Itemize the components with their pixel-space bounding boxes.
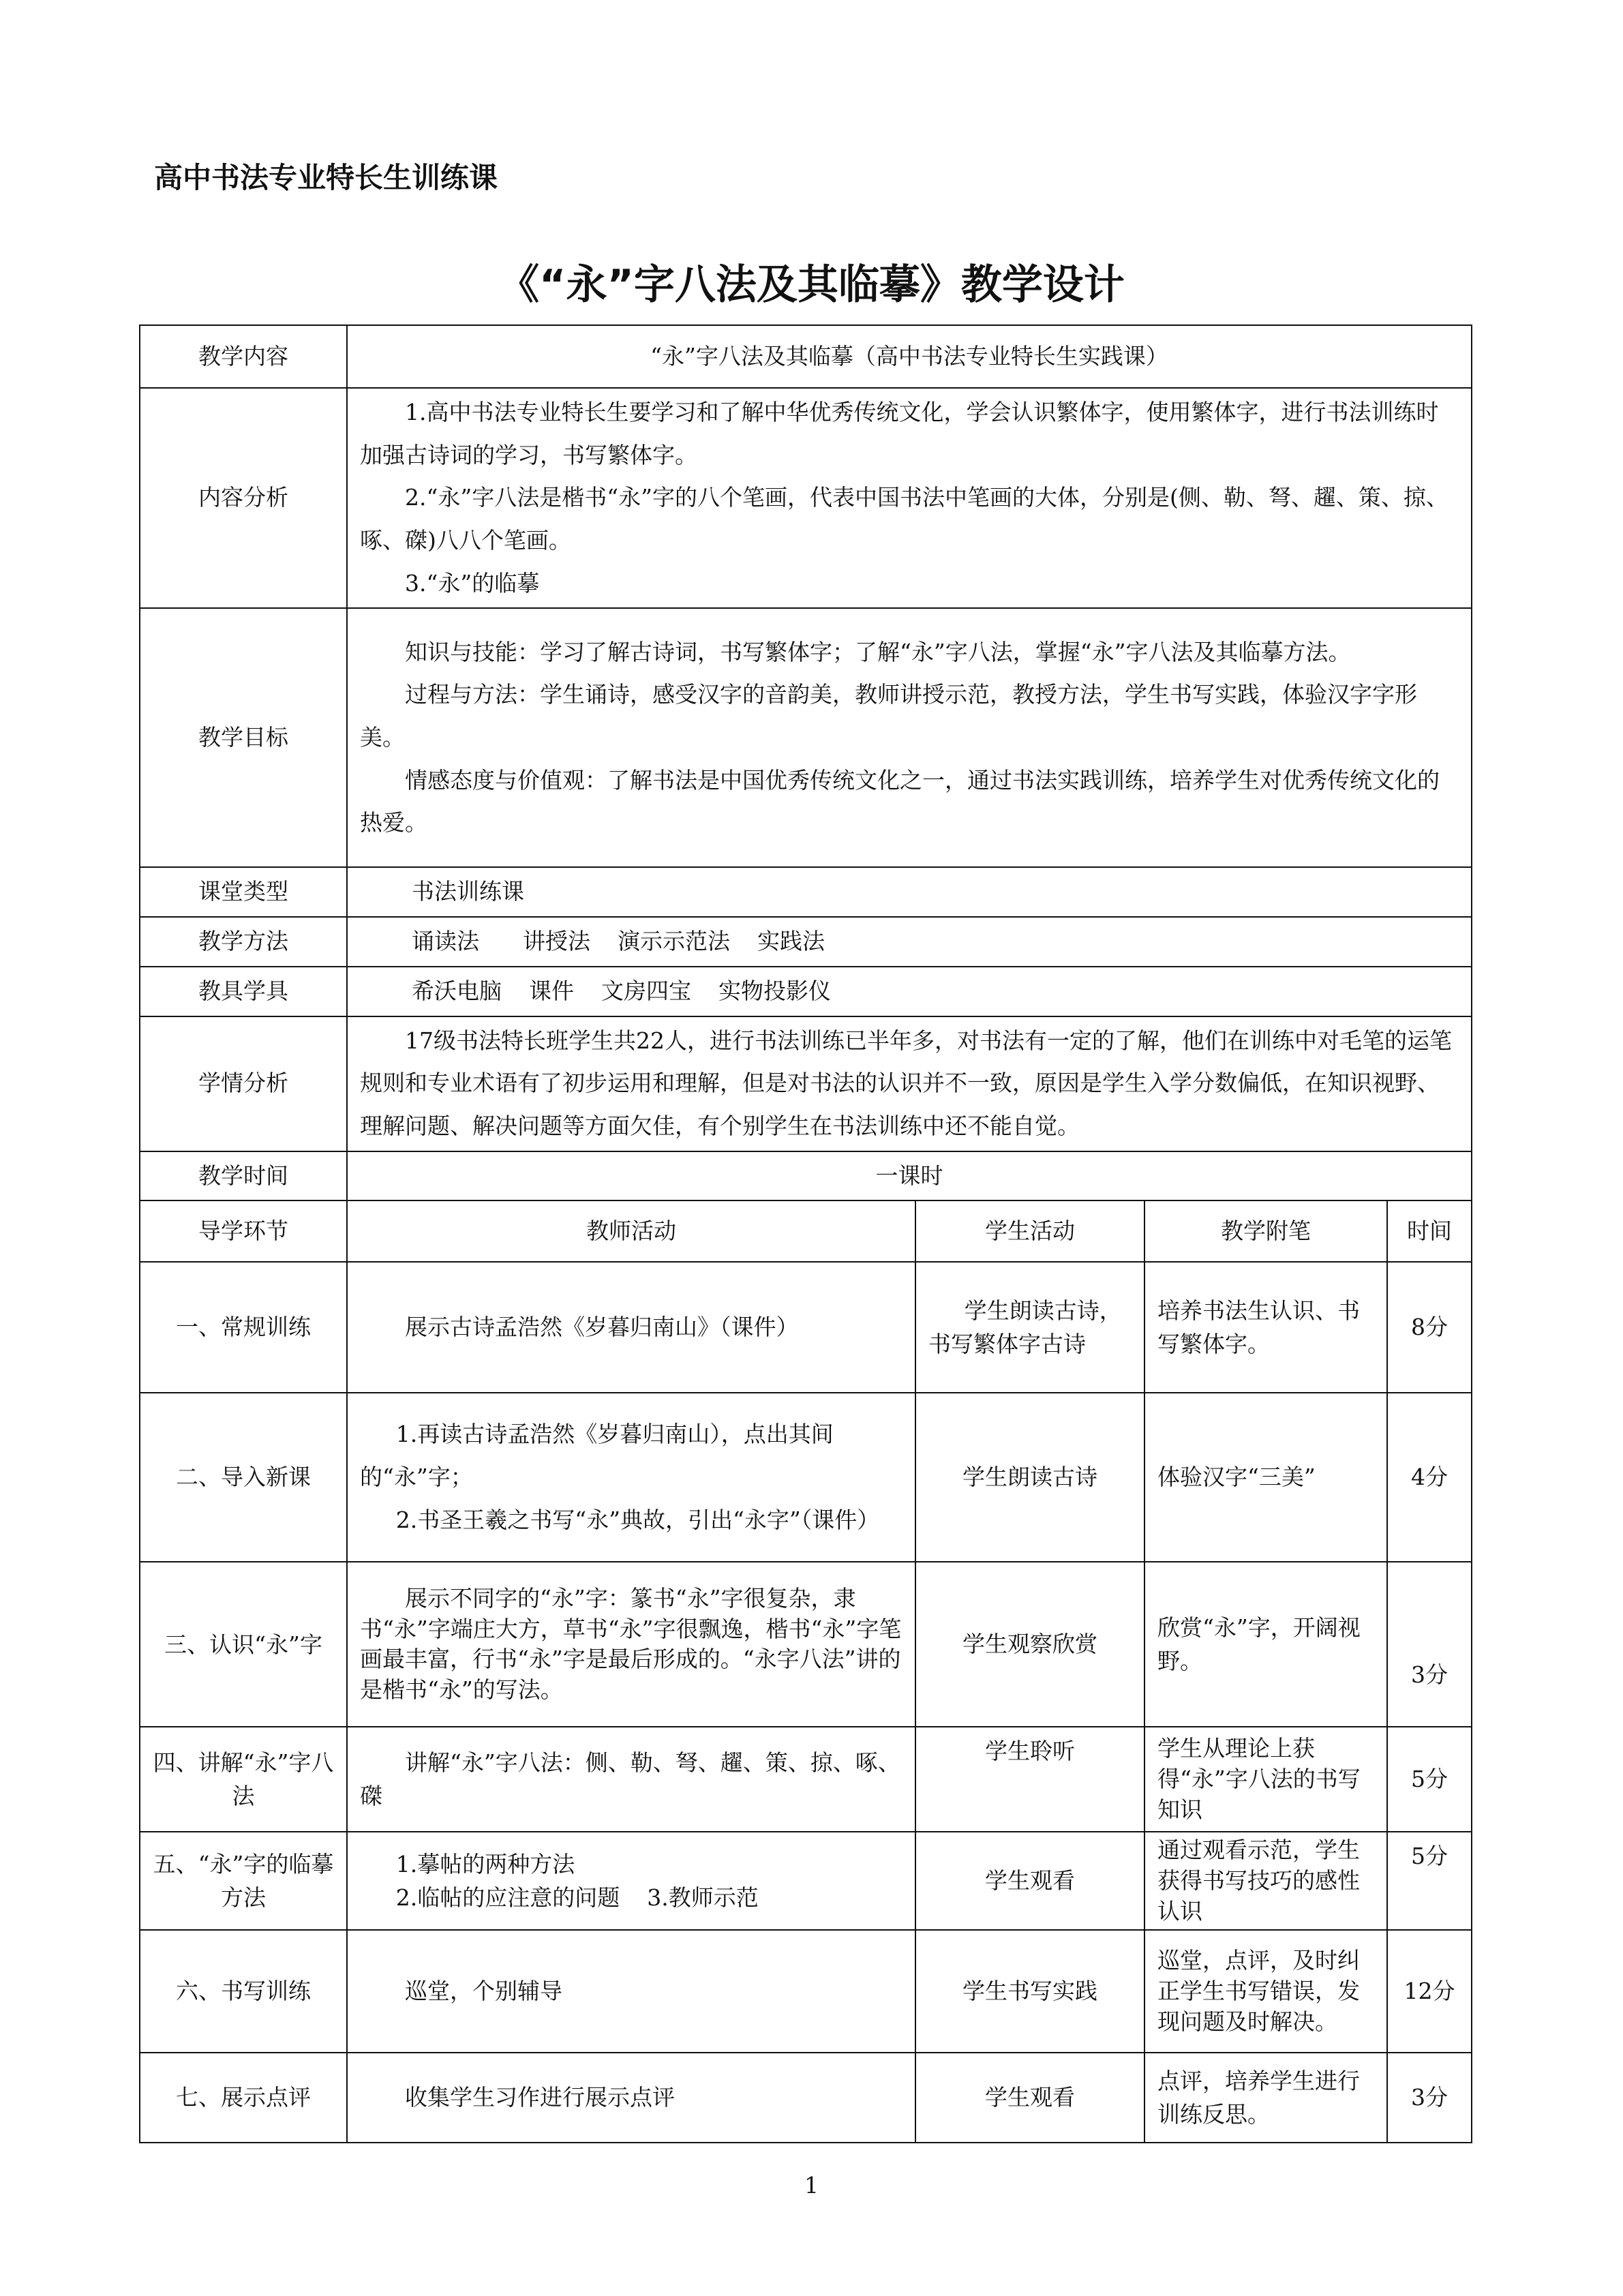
teacher-line: 1.摹帖的两种方法: [395, 1850, 575, 1877]
header-teacher: 教师活动: [347, 1200, 915, 1262]
note-cell: 学生从理论上获得“永”字八法的书写知识: [1144, 1727, 1387, 1832]
stage-cell: 一、常规训练: [140, 1262, 347, 1393]
teacher-cell: [347, 1562, 915, 1727]
table-row: [140, 1727, 1472, 1832]
page-title: 《“永”字八法及其临摹》教学设计: [498, 261, 1125, 309]
student-cell: 学生书写实践: [915, 1930, 1144, 2053]
student-cell: 学生观看: [915, 1832, 1144, 1930]
goals-paragraph-2: 过程与方法：学生诵诗，感受汉字的音韵美，教师讲授示范，教授方法，学生书写实践，体验汉字字形美。: [360, 681, 1417, 751]
method-item: 演示示范法: [618, 928, 730, 955]
method-item: 诵读法: [412, 928, 479, 955]
teacher-line: 2.书圣王羲之书写“永”典故，引出“永字”（课件）: [395, 1506, 880, 1533]
value-analysis: [347, 388, 1472, 608]
time-cell: 8分: [1387, 1262, 1472, 1393]
stage-cell: 五、“永”字的临摹方法: [140, 1832, 347, 1930]
analysis-paragraph-1: 1.高中书法专业特长生要学习和了解中华优秀传统文化，学会认识繁体字，使用繁体字，进行书法训练时加强古诗词的学习，书写繁体字。: [360, 399, 1439, 468]
header-time: 时间: [1387, 1200, 1472, 1262]
teacher-line: 巡堂，个别辅导: [405, 1977, 562, 2004]
teacher-cell: [347, 2053, 915, 2143]
label-content: 教学内容: [140, 325, 347, 388]
value-time: 一课时: [347, 1151, 1472, 1201]
tool-item: 希沃电脑: [412, 977, 502, 1004]
value-tools: [347, 967, 1472, 1016]
tool-item: 课件: [529, 977, 574, 1004]
student-cell: 学生观看: [915, 2053, 1144, 2143]
label-class-type: 课堂类型: [140, 867, 347, 917]
teacher-line: 展示古诗孟浩然《岁暮归南山》（课件）: [405, 1313, 799, 1340]
student-cell: 学生朗读古诗: [915, 1393, 1144, 1562]
time-cell: 5分: [1387, 1727, 1472, 1832]
method-item: 实践法: [757, 928, 825, 955]
teacher-line: 讲解“永”字八法：侧、勒、弩、趯、策、掠、啄、磔: [360, 1749, 900, 1810]
header-student: 学生活动: [915, 1200, 1144, 1262]
time-cell: 3分: [1387, 1562, 1472, 1727]
value-class-type: 书法训练课: [347, 867, 1472, 917]
student-text: 学生朗读古诗，书写繁体字古诗: [928, 1297, 1122, 1358]
header-stage: 导学环节: [140, 1200, 347, 1262]
process-header-row: [140, 1200, 1472, 1262]
label-methods: 教学方法: [140, 917, 347, 967]
value-goals: [347, 608, 1472, 867]
teacher-line: 展示不同字的“永”字：篆书“永”字很复杂，隶书“永”字端庄大方，草书“永”字很飘逸，楷书“永”字笔画最丰富，行书“永”字是最后形成的。“永字八法”讲的是楷书“永”的写法。: [360, 1585, 902, 1703]
analysis-paragraph-3: 3.“永”的临摹: [405, 569, 540, 596]
note-cell: 体验汉字“三美”: [1144, 1393, 1387, 1562]
table-row: [140, 1930, 1472, 2053]
note-cell: 点评，培养学生进行训练反思。: [1144, 2053, 1387, 2143]
teacher-line: 2.临帖的应注意的问题 3.教师示范: [395, 1884, 759, 1912]
teacher-line: 1.再读古诗孟浩然《岁暮归南山），点出其间的“永”字；: [360, 1421, 834, 1490]
teacher-cell: [347, 1832, 915, 1930]
stage-cell: 七、展示点评: [140, 2053, 347, 2143]
tool-item: 实物投影仪: [718, 977, 831, 1004]
student-cell: [915, 1262, 1144, 1393]
value-students: [347, 1016, 1472, 1151]
row-tools: [140, 967, 1472, 1016]
label-goals: 教学目标: [140, 608, 347, 867]
label-tools: 教具学具: [140, 967, 347, 1016]
goals-paragraph-1: 知识与技能：学习了解古诗词，书写繁体字；了解“永”字八法，掌握“永”字八法及其临摹方法。: [405, 638, 1351, 665]
tool-item: 文房四宝: [601, 977, 691, 1004]
teacher-line: 收集学生习作进行展示点评: [405, 2083, 675, 2111]
value-methods: [347, 917, 1472, 967]
stage-cell: 四、讲解“永”字八法: [140, 1727, 347, 1832]
teacher-cell: [347, 1393, 915, 1562]
table-row: [140, 1262, 1472, 1393]
page-number: 1: [804, 2172, 819, 2199]
header-note: 教学附笔: [1144, 1200, 1387, 1262]
table-row: [140, 1832, 1472, 1930]
student-cell: 学生聆听: [915, 1727, 1144, 1832]
teacher-cell: [347, 1930, 915, 2053]
value-content: “永”字八法及其临摹（高中书法专业特长生实践课）: [347, 325, 1472, 388]
time-cell: 3分: [1387, 2053, 1472, 2143]
row-content: [140, 325, 1472, 388]
students-paragraph: 17级书法特长班学生共22人，进行书法训练已半年多，对书法有一定的了解，他们在训练中对毛笔的运笔规则和专业术语有了初步运用和理解，但是对书法的认识并不一致，原因是学生入学分数偏低，在知识视野、理解问题、解决问题等方面欠佳，有个别学生在书法训练中还不能自觉。: [360, 1027, 1452, 1139]
row-analysis: [140, 388, 1472, 608]
teacher-cell: [347, 1727, 915, 1832]
stage-cell: 三、认识“永”字: [140, 1562, 347, 1727]
time-cell: 12分: [1387, 1930, 1472, 2053]
row-methods: [140, 917, 1472, 967]
note-cell: 巡堂，点评，及时纠正学生书写错误，发现问题及时解决。: [1144, 1930, 1387, 2053]
analysis-paragraph-2: 2.“永”字八法是楷书“永”字的八个笔画，代表中国书法中笔画的大体，分别是(侧、勒、弩、趯、策、掠、啄、磔)八八个笔画。: [360, 484, 1448, 554]
lesson-plan-table: [139, 324, 1472, 2143]
row-time: [140, 1151, 1472, 1201]
table-row: [140, 1562, 1472, 1727]
stage-cell: 二、导入新课: [140, 1393, 347, 1562]
note-cell: 欣赏“永”字，开阔视野。: [1144, 1562, 1387, 1727]
row-students: [140, 1016, 1472, 1151]
page-subtitle: 高中书法专业特长生训练课: [154, 161, 498, 194]
method-item: 讲授法: [523, 928, 590, 955]
student-cell: 学生观察欣赏: [915, 1562, 1144, 1727]
row-goals: [140, 608, 1472, 867]
note-cell: 通过观看示范，学生获得书写技巧的感性认识: [1144, 1832, 1387, 1930]
table-row: [140, 1393, 1472, 1562]
time-cell: 5分: [1387, 1832, 1472, 1930]
time-cell: 4分: [1387, 1393, 1472, 1562]
stage-cell: 六、书写训练: [140, 1930, 347, 2053]
label-analysis: 内容分析: [140, 388, 347, 608]
row-class-type: [140, 867, 1472, 917]
table-row: [140, 2053, 1472, 2143]
note-cell: 培养书法生认识、书写繁体字。: [1144, 1262, 1387, 1393]
goals-paragraph-3: 情感态度与价值观：了解书法是中国优秀传统文化之一，通过书法实践训练，培养学生对优秀传统文化的热爱。: [360, 766, 1440, 836]
label-time: 教学时间: [140, 1151, 347, 1201]
label-students: 学情分析: [140, 1016, 347, 1151]
teacher-cell: [347, 1262, 915, 1393]
